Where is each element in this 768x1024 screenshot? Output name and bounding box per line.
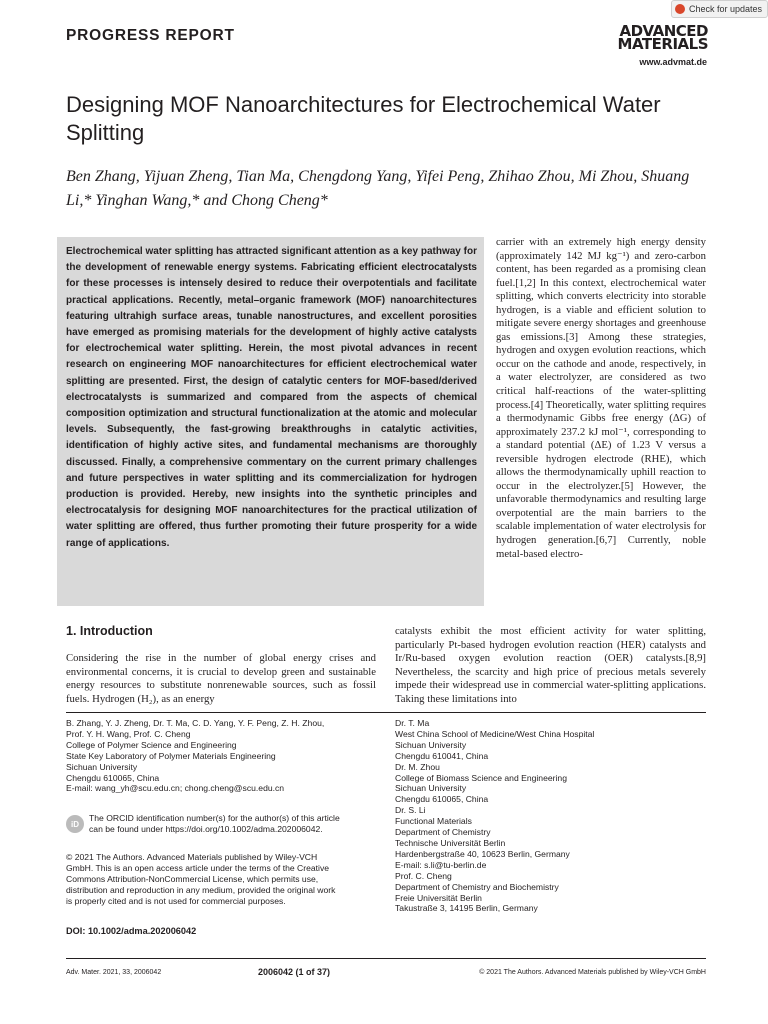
author-list: Ben Zhang, Yijuan Zheng, Tian Ma, Chengdong Yang, Yifei Peng, Zhihao Zhou, Mi Zhou, Shuang Li,* Yinghan Wang,* and Chong Cheng* xyxy=(66,168,690,209)
intro-middle-text: catalysts exhibit the most efficient activity for water splitting, particularly Pt-based hydrogen evolution reaction (HER) catalysts and Ir/Ru-based oxygen evolution reaction (OER) catalysts.[8,9] Nevertheless, the scarcity and high price of precious metals severely impede their widespread use in commercial water-splitting applications. Taking these limitations into xyxy=(395,625,706,705)
doi-link[interactable]: DOI: 10.1002/adma.202006042 xyxy=(66,926,197,936)
orcid-icon: iD xyxy=(66,815,84,833)
journal-logo-line2: MATERIALS xyxy=(617,35,708,53)
license-note: © 2021 The Authors. Advanced Materials published by Wiley-VCH GmbH. This is an open access article under the terms of the Creative Commons Attribution-NonCommercial License, which permits use, distribution and reproduction in any medium, provided the original work is properly cited and is not used for commercial purposes. xyxy=(66,852,336,906)
article-title: Designing MOF Nanoarchitectures for Electrochemical Water Splitting xyxy=(66,92,661,145)
section-label: PROGRESS REPORT xyxy=(66,27,235,44)
crossmark-icon xyxy=(675,4,685,14)
footer-page-number: 2006042 (1 of 37) xyxy=(258,967,331,977)
check-for-updates-button[interactable] xyxy=(671,0,768,18)
introduction-heading: 1. Introduction xyxy=(66,624,153,638)
footer-citation: Adv. Mater. 2021, 33, 2006042 xyxy=(66,969,162,976)
abstract-text: Electrochemical water splitting has attracted significant attention as a key pathway for the development of renewable energy systems. Fabricating efficient electrocatalysts for these processes is intensely desired to reduce their overpotentials and facilitate practical applications. Recently, metal–organic framework (MOF) nanoarchitectures featuring ultrahigh surface areas, tunable nanostructures, and excellent porosities have emerged as promising materials for the development of highly active catalysts for electrochemical water splitting. Herein, the most pivotal advances in recent research on engineering MOF nanoarchitectures for efficient electrochemical water splitting are presented. First, the design of catalytic centers for MOF-based/derived electrocatalysts is summarized and compared from the aspects of chemical composition optimization and structural functionalization at the atomic and molecular levels. Subsequently, the fast-growing breakthroughs in catalytic activities, identification of highly active sites, and fundamental mechanisms are thoroughly discussed. Finally, a comprehensive commentary on the current primary challenges and future perspectives in water splitting and its commercialization for hydrogen production is provided. Hereby, new insights into the synthetic principles and electrocatalysis for designing MOF nanoarchitectures for the practical utilization of water splitting are offered, thus further promoting their future prosperity for a wide range of applications. xyxy=(66,246,477,549)
footer-copyright: © 2021 The Authors. Advanced Materials published by Wiley-VCH GmbH xyxy=(479,969,706,976)
right-column-text: carrier with an extremely high energy density (approximately 142 MJ kg⁻¹) and zero-carbon content, has been regarded as a promising clean fuel.[1,2] In this context, electrochemical water splitting, which converts electricity into storable hydrogen, is a viable and efficient solution to mitigate severe energy shortages and greenhouse gas emissions.[3] Among these strategies, hydrogen and oxygen evolution reactions, which occur on the cathode and anode, respectively, in a water electrolyzer, are considered as two critical half-reactions of the water-splitting process.[4] Theoretically, water splitting requires a thermodynamic Gibbs free energy (ΔG) of approximately 237.2 kJ mol⁻¹, corresponding to a standard potential (ΔE) of 1.23 V versus a reversible hydrogen electrode (RHE), which allows the thermodynamically uphill reaction to occur in the electrolyzer.[5] However, the unfavorable thermodynamics and resulting large overpotential are the main barriers to the scalable implementation of water electrolysis for hydrogen generation.[6,7] Currently, noble metal-based electro- xyxy=(496,236,706,560)
footer-divider xyxy=(66,958,706,959)
journal-logo-line1: ADVANCED xyxy=(619,22,708,40)
affiliation-divider xyxy=(66,712,706,713)
intro-left-text: Considering the rise in the number of global energy crises and environmental concerns, it is crucial to develop green and sustainable energy resources to substitute nonrenewable sources, such as fossil fuels. Hydrogen (H₂), as an energy xyxy=(66,652,376,705)
affiliations-left: B. Zhang, Y. J. Zheng, Dr. T. Ma, C. D. Yang, Y. F. Peng, Z. H. Zhou, Prof. Y. H. Wang, Prof. C. Cheng College of Polymer Science and Engineering State Key Laboratory of Polymer Materials Engineering Sichuan University Chengdu 610065, China E-mail: wang_yh@scu.edu.cn; chong.cheng@scu.edu.cn xyxy=(66,718,325,794)
journal-url[interactable]: www.advmat.de xyxy=(639,57,707,67)
check-updates-label: Check for updates xyxy=(689,4,763,14)
journal-logo xyxy=(604,22,708,53)
orcid-note[interactable]: The ORCID identification number(s) for the author(s) of this article can be found under https://doi.org/10.1002/adma.202006042. xyxy=(89,813,340,834)
affiliations-right: Dr. T. Ma West China School of Medicine/West China Hospital Sichuan University Chengdu 610041, China Dr. M. Zhou College of Biomass Science and Engineering Sichuan University Chengdu 610065, China Dr. S. Li Functional Materials Department of Chemistry Technische Universität Berlin Hardenbergstraße 40, 10623 Berlin, Germany E-mail: s.li@tu-berlin.de Prof. C. Cheng Department of Chemistry and Biochemistry Freie Universität Berlin Takustraße 3, 14195 Berlin, Germany xyxy=(395,718,595,914)
